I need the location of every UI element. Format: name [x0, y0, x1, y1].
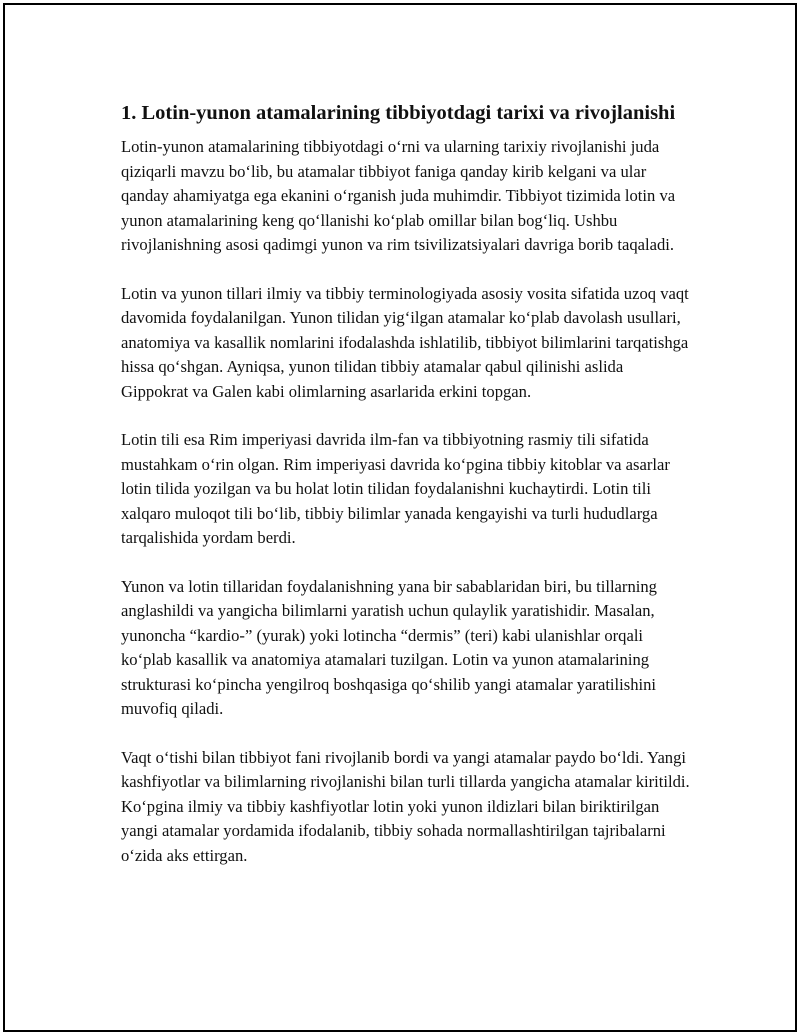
paragraph-1: Lotin-yunon atamalarining tibbiyotdagi o‘rni va ularning tarixiy rivojlanishi juda qiziqarli mavzu bo‘lib, bu atamalar tibbiyot faniga qanday kirib kelgani va ular qanday ahamiyatga ega ekanini o‘rganish juda muhimdir. Tibbiyot tizimida lotin va yunon atamalarining keng qo‘llanishi ko‘plab omillar bilan bog‘liq. Ushbu rivojlanishning asosi qadimgi yunon va rim tsivilizatsiyalari davriga borib taqaladi.	[121, 137, 676, 254]
document-body	[121, 99, 691, 892]
paragraph-2: Lotin va yunon tillari ilmiy va tibbiy terminologiyada asosiy vosita sifatida uzoq vaqt davomida foydalanilgan. Yunon tilidan yig‘ilgan atamalar ko‘plab davolash usullari, anatomiya va kasallik nomlarini ifodalashda ishlatilib, tibbiyot bilimlarini tarqatishga hissa qo‘shgan. Ayniqsa, yunon tilidan tibbiy atamalar qabul qilinishi aslida Gippokrat va Galen kabi olimlarning asarlarida erkini topgan.	[121, 283, 689, 401]
page-frame	[3, 3, 797, 1032]
section-heading: 1. Lotin-yunon atamalarining tibbiyotdagi tarixi va rivojlanishi	[121, 102, 676, 124]
paragraph-5: Vaqt o‘tishi bilan tibbiyot fani rivojlanib bordi va yangi atamalar paydo bo‘ldi. Yangi kashfiyotlar va bilimlarning rivojlanishi bilan turli tillarda yangicha atamalar kiritildi. Ko‘pgina ilmiy va tibbiy kashfiyotlar lotin yoki yunon ildizlari bilan biriktirilgan yangi atamalar yordamida ifodalanib, tibbiy sohada normallashtirilgan tajribalarni o‘zida aks ettirgan.	[121, 747, 690, 865]
paragraph-4: Yunon va lotin tillaridan foydalanishning yana bir sabablaridan biri, bu tillarning anglashildi va yangicha bilimlarni yaratish uchun qulaylik yaratishidir. Masalan, yunoncha “kardio-” (yurak) yoki lotincha “dermis” (teri) kabi ulanishlar orqali ko‘plab kasallik va anatomiya atamalari tuzilgan. Lotin va yunon atamalarining strukturasi ko‘pincha yengilroq boshqasiga qo‘shilib yangi atamalar yaratilishini muvofiq qiladi.	[121, 576, 657, 718]
paragraph-3: Lotin tili esa Rim imperiyasi davrida ilm-fan va tibbiyotning rasmiy tili sifatida mustahkam o‘rin olgan. Rim imperiyasi davrida ko‘pgina tibbiy kitoblar va asarlar lotin tilida yozilgan va bu holat lotin tilidan foydalanishni kuchaytirdi. Lotin tili xalqaro muloqot tili bo‘lib, tibbiy bilimlar yanada kengayishi va turli hududlarga tarqalishida yordam berdi.	[121, 430, 670, 547]
